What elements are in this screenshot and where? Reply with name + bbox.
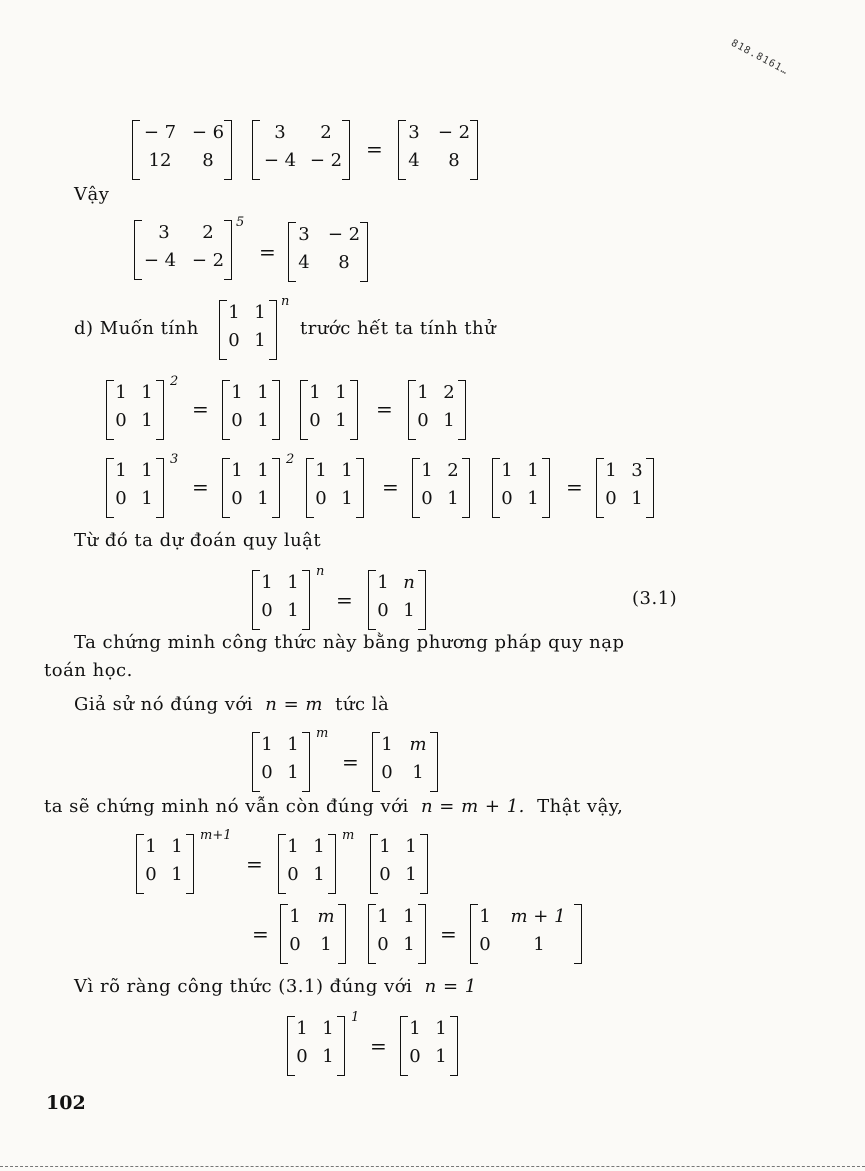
text-prove: Ta chứng minh công thức này bằng phương pháp quy nạp: [74, 632, 625, 653]
matrix-identity: 1 1 0 1: [278, 834, 336, 894]
matrix-identity: 1 1 0 1: [136, 834, 194, 894]
matrix-identity: 1 1 0 1: [106, 458, 164, 518]
matrix-power-m-plus-1: 1 m + 1 0 1: [470, 904, 582, 964]
matrix-identity: 1 1 0 1: [219, 300, 277, 360]
matrix-square: 1 2 0 1: [408, 380, 466, 440]
equals-sign: =: [366, 137, 383, 161]
text-d-intro-post: trước hết ta tính thử: [300, 318, 497, 339]
exponent: n: [281, 294, 290, 309]
matrix-identity: 1 1 0 1: [222, 458, 280, 518]
matrix-identity: 1 1 0 1: [300, 380, 358, 440]
text-predict: Từ đó ta dự đoán quy luật: [74, 530, 322, 551]
matrix-identity: 1 1 0 1: [306, 458, 364, 518]
equals-sign: =: [192, 397, 209, 421]
matrix-identity: 1 1 0 1: [252, 570, 310, 630]
text-prove-cont: toán học.: [44, 660, 133, 681]
exponent: 1: [351, 1010, 360, 1025]
exponent: 3: [170, 452, 179, 467]
library-stamp: 818.8161…: [729, 37, 791, 78]
matrix-identity: 1 1 0 1: [368, 904, 426, 964]
exponent: 2: [170, 374, 179, 389]
equals-sign: =: [566, 475, 583, 499]
exponent: 5: [236, 215, 245, 230]
matrix-identity: 1 1 0 1: [370, 834, 428, 894]
page-bottom-divider: [0, 1166, 865, 1167]
equals-sign: =: [382, 475, 399, 499]
matrix-identity: 1 1 0 1: [106, 380, 164, 440]
equals-sign: =: [342, 750, 359, 774]
exponent: n: [316, 564, 325, 579]
matrix-b: 3 2 − 4 − 2: [134, 220, 232, 280]
text-d-intro: d) Muốn tính: [74, 318, 199, 339]
matrix-identity: 1 1 0 1: [252, 732, 310, 792]
exponent: m: [316, 726, 329, 741]
equals-sign: =: [376, 397, 393, 421]
exponent: 2: [286, 452, 295, 467]
matrix-power-m: 1 m 0 1: [372, 732, 438, 792]
matrix-c: 3 − 2 4 8: [288, 222, 368, 282]
exponent: m+1: [200, 828, 232, 843]
equals-sign: =: [246, 852, 263, 876]
text-show: ta sẽ chứng minh nó vẫn còn đúng với n = m + 1. Thật vậy,: [44, 796, 624, 817]
equals-sign: =: [252, 922, 269, 946]
matrix-identity: 1 1 0 1: [492, 458, 550, 518]
equals-sign: =: [370, 1034, 387, 1058]
equals-sign: =: [259, 240, 276, 264]
matrix-identity: 1 1 0 1: [400, 1016, 458, 1076]
page-number: 102: [46, 1092, 86, 1114]
matrix-square: 1 2 0 1: [412, 458, 470, 518]
exponent: m: [342, 828, 355, 843]
matrix-power-m: 1 m 0 1: [280, 904, 346, 964]
equals-sign: =: [336, 588, 353, 612]
equation-label: (3.1): [632, 588, 678, 609]
equals-sign: =: [440, 922, 457, 946]
matrix-cube: 1 3 0 1: [596, 458, 654, 518]
matrix-c: 3 − 2 4 8: [398, 120, 478, 180]
text-vay: Vậy: [74, 184, 110, 205]
matrix-identity: 1 1 0 1: [222, 380, 280, 440]
equals-sign: =: [192, 475, 209, 499]
text-base-case: Vì rõ ràng công thức (3.1) đúng với n = 1: [74, 976, 477, 997]
matrix-identity: 1 1 0 1: [287, 1016, 345, 1076]
text-assume: Giả sử nó đúng với n = m tức là: [74, 694, 390, 715]
matrix-b: 3 2 − 4 − 2: [252, 120, 350, 180]
matrix-power-n: 1 n 0 1: [368, 570, 426, 630]
matrix-a: − 7 − 6 12 8: [132, 120, 232, 180]
